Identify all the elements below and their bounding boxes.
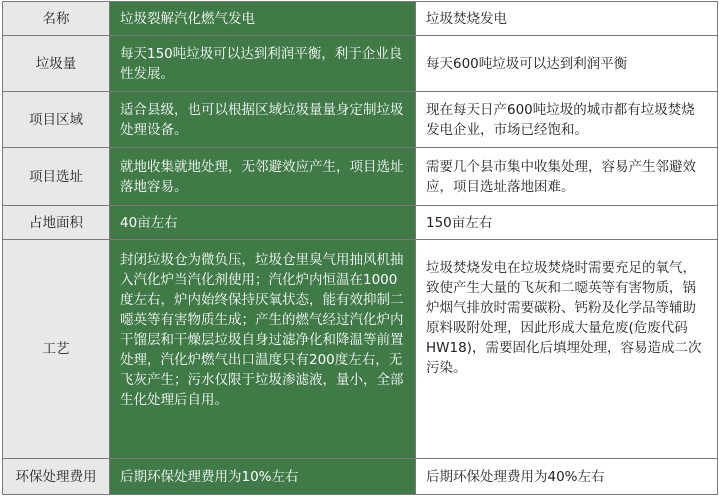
row-col1-text: 40亩左右 xyxy=(120,214,178,231)
table-row xyxy=(3,206,718,240)
row-col2-text: 后期环保处理费用为40%左右 xyxy=(426,468,605,485)
row-label-cell xyxy=(3,240,110,459)
row-label-cell xyxy=(3,459,110,495)
header-row xyxy=(3,2,718,36)
row-col2-text: 现在每天日产600吨垃圾的城市都有垃圾焚烧发电企业，市场已经饱和。 xyxy=(426,101,695,138)
header-col2-cell xyxy=(416,2,718,36)
row-col1-cell xyxy=(110,240,416,459)
row-col1-cell xyxy=(110,148,416,206)
row-col1-cell xyxy=(110,36,416,92)
table-row xyxy=(3,240,718,459)
row-label-cell xyxy=(3,92,110,148)
table-row xyxy=(3,92,718,148)
row-col2-text: 每天600吨垃圾可以达到利润平衡 xyxy=(426,55,628,72)
header-label-cell xyxy=(3,2,110,36)
row-col1-cell xyxy=(110,459,416,495)
row-label: 环保处理费用 xyxy=(15,468,97,485)
row-label: 项目区域 xyxy=(29,111,83,128)
row-col1-text: 就地收集就地处理，无邻避效应产生，项目选址落地容易。 xyxy=(120,158,404,195)
table-row xyxy=(3,36,718,92)
row-label: 工艺 xyxy=(42,341,70,357)
row-col2-cell xyxy=(416,240,718,459)
row-label: 垃圾量 xyxy=(35,55,77,72)
row-col2-cell xyxy=(416,148,718,206)
row-col1-text: 后期环保处理费用为10%左右 xyxy=(120,468,299,485)
comparison-table xyxy=(2,1,718,495)
row-col2-cell xyxy=(416,459,718,495)
row-col2-text: 需要几个县市集中收集处理，容易产生邻避效应，项目选址落地困难。 xyxy=(426,158,696,195)
row-label-cell xyxy=(3,206,110,240)
row-label: 项目选址 xyxy=(29,168,83,185)
row-label-cell xyxy=(3,148,110,206)
header-col2: 垃圾焚烧发电 xyxy=(426,10,507,27)
row-col2-cell xyxy=(416,92,718,148)
table-row xyxy=(3,148,718,206)
row-col1-text: 每天150吨垃圾可以达到利润平衡，利于企业良性发展。 xyxy=(120,45,403,82)
row-col1-text: 适合县级，也可以根据区域垃圾量量身定制垃圾处理设备。 xyxy=(120,101,404,138)
table-row xyxy=(3,459,718,495)
row-col1-cell xyxy=(110,206,416,240)
header-label: 名称 xyxy=(42,10,70,27)
row-col1-text: 封闭垃圾仓为微负压，垃圾仓里臭气用抽风机抽入汽化炉当汽化剂使用；汽化炉内恒温在1000度左右，炉内始终保持厌氧状态，能有效抑制二噁英等有害物质生成；产生的燃气经过汽化炉内干馏层和干燥层垃圾自身过滤净化和降温等前置处理，汽化炉燃气出口温度只有200度左右，无飞灰产生；污水仅限于垃圾渗滤液，量小，全部生化处理后自用。 xyxy=(120,252,404,408)
row-col2-cell xyxy=(416,206,718,240)
row-col2-text: 垃圾焚烧发电在垃圾焚烧时需要充足的氧气，致使产生大量的飞灰和二噁英等有害物质，锅炉烟气排放时需要碳粉、钙粉及化学品等辅助原料吸附处理，因此形成大量危废(危废代码HW18)，需要固化后填埋处理，容易造成二次污染。 xyxy=(426,260,702,376)
row-label-cell xyxy=(3,36,110,92)
row-label: 占地面积 xyxy=(29,214,83,231)
row-col2-cell xyxy=(416,36,718,92)
header-col1: 垃圾裂解汽化燃气发电 xyxy=(120,10,255,27)
header-col1-cell xyxy=(110,2,416,36)
row-col1-cell xyxy=(110,92,416,148)
row-col2-text: 150亩左右 xyxy=(426,214,493,231)
comparison-sheet xyxy=(2,1,717,495)
